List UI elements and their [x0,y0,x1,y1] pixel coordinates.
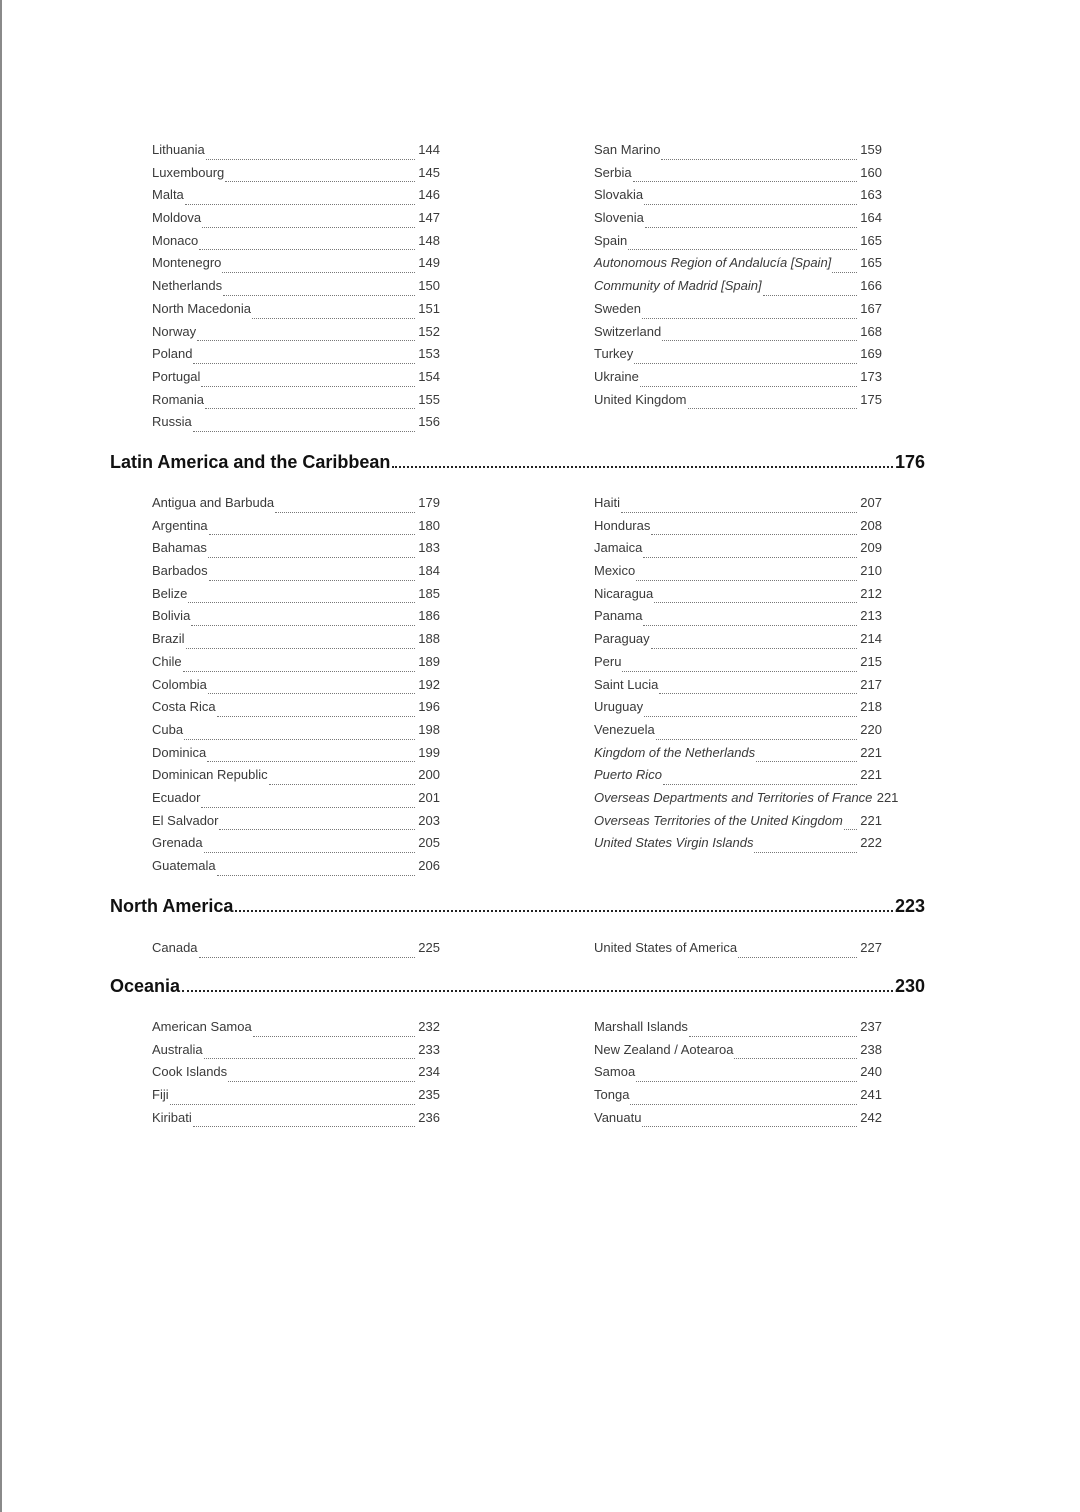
entry-page-number: 144 [418,142,440,157]
entry-label: Haiti [594,495,621,510]
entry-label: Paraguay [594,631,650,647]
entry-label: Slovakia [594,187,644,203]
toc-entry[interactable] [152,369,440,392]
entry-label: Marshall Islands [594,1019,688,1034]
dot-leader [191,625,415,626]
toc-entry[interactable] [152,518,440,541]
entry-page-number: 212 [860,585,882,601]
entry-page-number: 167 [860,300,882,316]
entry-page-number: 153 [418,346,440,362]
entry-label: Kingdom of the Netherlands [594,744,756,760]
entry-label: Bolivia [152,608,191,624]
toc-entry[interactable] [152,142,440,165]
dot-leader [643,557,857,558]
dot-leader [170,1104,415,1105]
entry-label: Tonga [594,1087,630,1103]
entry-label: Mexico [594,563,636,579]
entry-page-number: 233 [418,1041,440,1057]
entry-page-number: 159 [860,142,882,157]
entry-page-number: 175 [860,391,882,407]
left-column [152,142,440,437]
toc-entry[interactable] [594,1064,882,1087]
entry-page-number: 154 [418,368,440,384]
entry-label: Samoa [594,1064,636,1080]
entry-label: Cuba [152,721,184,737]
dot-leader [763,295,857,296]
entry-page-number: 145 [418,164,440,180]
dot-leader [201,807,415,808]
entry-label: Spain [594,232,628,248]
dot-leader [643,625,857,626]
dot-leader [222,272,415,273]
entry-page-number: 209 [860,540,882,556]
toc-entry[interactable] [594,392,882,415]
toc-entry[interactable] [152,722,440,745]
entry-page-number: 203 [418,812,440,828]
entry-label: Guatemala [152,858,216,873]
entry-page-number: 241 [860,1087,882,1103]
entry-label: Montenegro [152,255,222,271]
entry-page-number: 214 [860,631,882,647]
entry-page-number: 184 [418,563,440,579]
section-title: North America [110,896,234,916]
dot-leader [651,648,857,649]
toc-entry[interactable] [594,767,882,790]
toc-entry[interactable] [152,1019,440,1042]
section-title: Latin America and the Caribbean [110,452,391,472]
entry-page-number: 225 [418,940,440,955]
entry-page-number: 234 [418,1064,440,1080]
entry-page-number: 198 [418,721,440,737]
dot-leader [659,693,857,694]
section-page: 176 [894,452,925,472]
entry-page-number: 155 [418,391,440,407]
toc-entry[interactable] [152,165,440,188]
entry-page-number: 201 [418,789,440,805]
entry-label: Lithuania [152,142,205,157]
entry-label: Serbia [594,164,632,180]
entry-page-number: 213 [860,608,882,624]
toc-entry[interactable] [152,790,440,813]
dot-leader [204,852,415,853]
toc-entry[interactable] [152,495,440,518]
entry-page-number: 199 [418,744,440,760]
entry-label: Antigua and Barbuda [152,495,275,510]
left-column [152,1019,440,1132]
dot-leader [217,875,415,876]
entry-label: Canada [152,940,198,955]
entry-label: New Zealand / Aotearoa [594,1041,734,1057]
toc-entry[interactable] [152,767,440,790]
entry-page-number: 236 [418,1109,440,1125]
entry-label: Ecuador [152,789,201,805]
entry-page-number: 192 [418,676,440,692]
toc-entry[interactable] [594,255,882,278]
entry-label: Dominica [152,744,207,760]
entry-label: Saint Lucia [594,676,659,692]
entry-page-number: 240 [860,1064,882,1080]
entry-label: Monaco [152,232,199,248]
toc-entry[interactable] [594,677,882,700]
entry-page-number: 196 [418,699,440,715]
entry-label: Honduras [594,517,651,533]
dot-leader [209,534,415,535]
entry-label: San Marino [594,142,661,157]
entry-label: Cook Islands [152,1064,228,1080]
dot-leader [738,957,857,958]
entry-label: Uruguay [594,699,644,715]
dot-leader [225,181,415,182]
entry-label: Portugal [152,368,201,384]
toc-entry[interactable] [152,278,440,301]
toc-entry[interactable] [594,540,882,563]
toc-entry[interactable] [594,495,882,518]
entry-page-number: 185 [418,585,440,601]
dot-leader [661,159,857,160]
dot-leader [206,159,415,160]
entry-page-number: 173 [860,368,882,384]
entry-page-number: 217 [860,676,882,692]
entry-label: Community of Madrid [Spain] [594,278,762,294]
entry-label: Russia [152,414,192,430]
entry-label: Jamaica [594,540,643,556]
entry-label: North Macedonia [152,300,251,316]
toc-entry[interactable] [152,233,440,256]
entry-label: Overseas Departments and Territories of France [594,789,873,805]
toc-entry[interactable] [594,1042,882,1065]
toc-entry[interactable] [152,654,440,677]
dot-leader [642,1126,857,1127]
entry-page-number: 150 [418,278,440,294]
dot-leader [185,204,415,205]
entry-label: United Kingdom [594,391,687,407]
toc-entry[interactable] [594,722,882,745]
toc-entry[interactable] [152,346,440,369]
entry-page-number: 148 [418,232,440,248]
toc-entry[interactable] [594,278,882,301]
dot-leader [689,1036,857,1037]
dot-leader [209,580,415,581]
dot-leader [253,1036,415,1037]
entry-page-number: 215 [860,653,882,669]
toc-entry[interactable] [594,586,882,609]
toc-entry[interactable] [152,813,440,836]
entry-page-number: 235 [418,1087,440,1103]
entry-label: Sweden [594,300,641,316]
entry-page-number: 169 [860,346,882,362]
dot-leader [644,204,857,205]
dot-leader [645,227,857,228]
toc-entry[interactable] [594,210,882,233]
entry-page-number: 206 [418,858,440,873]
entry-page-number: 189 [418,653,440,669]
section-heading[interactable] [110,452,925,473]
dot-leader [628,249,857,250]
right-column [594,1019,882,1132]
toc-entry[interactable] [594,324,882,347]
entry-page-number: 200 [418,767,440,783]
entry-page-number: 221 [876,789,899,805]
entry-page-number: 166 [860,278,882,294]
dot-leader [634,363,857,364]
dot-leader [193,1126,415,1127]
entry-label: Chile [152,653,182,669]
toc-entry[interactable] [594,142,882,165]
entry-label: Belize [152,585,188,601]
entry-label: Peru [594,653,622,669]
dot-leader [228,1081,415,1082]
toc-entry[interactable] [152,835,440,858]
entry-label: Autonomous Region of Andalucía [Spain] [594,255,832,271]
entry-page-number: 146 [418,187,440,203]
section-heading[interactable] [110,896,925,917]
toc-entry[interactable] [594,369,882,392]
toc-entry[interactable] [152,301,440,324]
dot-leader [193,363,415,364]
entry-page-number: 207 [860,495,882,510]
dot-leader [208,693,415,694]
toc-entry[interactable] [594,187,882,210]
toc-entry[interactable] [594,165,882,188]
dot-leader [622,671,857,672]
left-column [152,940,440,963]
entry-label: United States of America [594,940,738,955]
entry-page-number: 164 [860,210,882,226]
entry-page-number: 149 [418,255,440,271]
entry-label: Fiji [152,1087,169,1103]
dot-leader [662,340,857,341]
dot-leader [252,318,415,319]
entry-page-number: 165 [860,232,882,248]
right-column [594,940,882,963]
toc-entry[interactable] [594,301,882,324]
entry-label: Barbados [152,563,208,579]
entry-page-number: 152 [418,323,440,339]
entry-label: Luxembourg [152,164,225,180]
section-heading[interactable] [110,976,925,997]
entry-page-number: 221 [860,812,882,828]
right-column [594,142,882,414]
dot-leader [193,431,415,432]
entry-label: Colombia [152,676,207,692]
entry-page-number: 232 [418,1019,440,1034]
entry-page-number: 186 [418,608,440,624]
dot-leader [202,227,415,228]
dot-leader [183,671,415,672]
entry-page-number: 147 [418,210,440,226]
entry-page-number: 218 [860,699,882,715]
toc-entry[interactable] [594,835,882,858]
dot-leader [182,990,893,992]
entry-label: El Salvador [152,812,219,828]
toc-entry[interactable] [152,940,440,963]
dot-leader [184,739,415,740]
toc-entry[interactable] [152,586,440,609]
entry-label: Turkey [594,346,634,362]
toc-entry[interactable] [152,324,440,347]
dot-leader [186,648,415,649]
entry-label: Ukraine [594,368,639,384]
dot-leader [217,716,415,717]
entry-label: Costa Rica [152,699,216,715]
dot-leader [844,829,857,830]
toc-entry[interactable] [594,631,882,654]
toc-entry[interactable] [594,518,882,541]
toc-entry[interactable] [152,699,440,722]
entry-page-number: 168 [860,323,882,339]
dot-leader [199,957,415,958]
toc-entry[interactable] [152,563,440,586]
toc-entry[interactable] [594,699,882,722]
dot-leader [756,761,857,762]
entry-page-number: 180 [418,517,440,533]
entry-page-number: 151 [418,300,440,316]
entry-label: Romania [152,391,205,407]
dot-leader [630,1104,857,1105]
dot-leader [663,784,857,785]
dot-leader [392,466,893,468]
entry-label: Moldova [152,210,202,226]
entry-page-number: 220 [860,721,882,737]
toc-entry[interactable] [152,1087,440,1110]
toc-entry[interactable] [594,563,882,586]
entry-label: Nicaragua [594,585,654,601]
toc-entry[interactable] [594,940,882,963]
entry-label: Switzerland [594,323,662,339]
section-title: Oceania [110,976,181,996]
entry-page-number: 163 [860,187,882,203]
entry-label: Norway [152,323,197,339]
dot-leader [275,512,415,513]
entry-label: Dominican Republic [152,767,268,783]
toc-entry[interactable] [152,677,440,700]
entry-page-number: 238 [860,1041,882,1057]
toc-entry[interactable] [594,1110,882,1133]
entry-label: Venezuela [594,721,655,737]
right-column [594,495,899,858]
toc-entry[interactable] [152,745,440,768]
dot-leader [269,784,415,785]
section-page: 223 [894,896,925,916]
entry-label: Overseas Territories of the United Kingdom [594,812,843,828]
dot-leader [636,580,857,581]
entry-page-number: 160 [860,164,882,180]
entry-page-number: 210 [860,563,882,579]
dot-leader [205,408,415,409]
dot-leader [207,761,415,762]
entry-page-number: 208 [860,517,882,533]
entry-page-number: 242 [860,1109,882,1125]
left-column [152,495,440,881]
toc-entry[interactable] [594,1087,882,1110]
entry-label: Slovenia [594,210,644,226]
dot-leader [651,534,857,535]
toc-entry[interactable] [594,813,882,836]
entry-label: Kiribati [152,1109,192,1125]
dot-leader [208,557,415,558]
toc-entry[interactable] [152,392,440,415]
toc-entry[interactable] [152,858,440,881]
entry-label: Malta [152,187,184,203]
entry-page-number: 221 [860,744,882,760]
dot-leader [633,181,857,182]
dot-leader [235,910,893,912]
dot-leader [640,386,857,387]
dot-leader [199,249,415,250]
toc-entry[interactable] [594,233,882,256]
toc-entry[interactable] [594,654,882,677]
entry-page-number: 183 [418,540,440,556]
entry-label: Bahamas [152,540,207,556]
entry-page-number: 222 [860,835,882,851]
dot-leader [636,1081,857,1082]
dot-leader [219,829,415,830]
entry-label: Panama [594,608,643,624]
dot-leader [644,716,857,717]
dot-leader [642,318,857,319]
entry-label: Puerto Rico [594,767,662,783]
entry-page-number: 237 [860,1019,882,1034]
entry-page-number: 179 [418,495,440,510]
dot-leader [654,602,857,603]
entry-label: Netherlands [152,278,223,294]
entry-label: Vanuatu [594,1109,642,1125]
entry-page-number: 188 [418,631,440,647]
dot-leader [188,602,415,603]
entry-label: Australia [152,1041,203,1057]
entry-label: United States Virgin Islands [594,835,754,851]
dot-leader [621,512,857,513]
entry-page-number: 221 [860,767,882,783]
toc-entry[interactable] [594,789,899,813]
entry-label: American Samoa [152,1019,252,1034]
dot-leader [197,340,415,341]
dot-leader [656,739,857,740]
toc-entry[interactable] [594,346,882,369]
section-page: 230 [894,976,925,996]
dot-leader [688,408,858,409]
toc-entry[interactable] [152,210,440,233]
dot-leader [201,386,415,387]
entry-page-number: 165 [860,255,882,271]
dot-leader [204,1058,415,1059]
toc-entry[interactable] [152,1042,440,1065]
dot-leader [223,295,415,296]
dot-leader [734,1058,857,1059]
toc-entry[interactable] [152,255,440,278]
toc-entry[interactable] [594,745,882,768]
toc-entry[interactable] [152,1064,440,1087]
toc-entry[interactable] [152,187,440,210]
toc-entry[interactable] [152,631,440,654]
entry-label: Grenada [152,835,203,851]
toc-entry[interactable] [152,540,440,563]
toc-entry[interactable] [152,414,440,437]
toc-entry[interactable] [594,1019,882,1042]
dot-leader [832,272,857,273]
toc-entry[interactable] [594,608,882,631]
dot-leader [754,852,857,853]
entry-page-number: 156 [418,414,440,430]
entry-label: Argentina [152,517,208,533]
toc-entry[interactable] [152,608,440,631]
entry-label: Poland [152,346,193,362]
entry-page-number: 227 [860,940,882,955]
entry-label: Brazil [152,631,185,647]
toc-entry[interactable] [152,1110,440,1133]
entry-page-number: 205 [418,835,440,851]
